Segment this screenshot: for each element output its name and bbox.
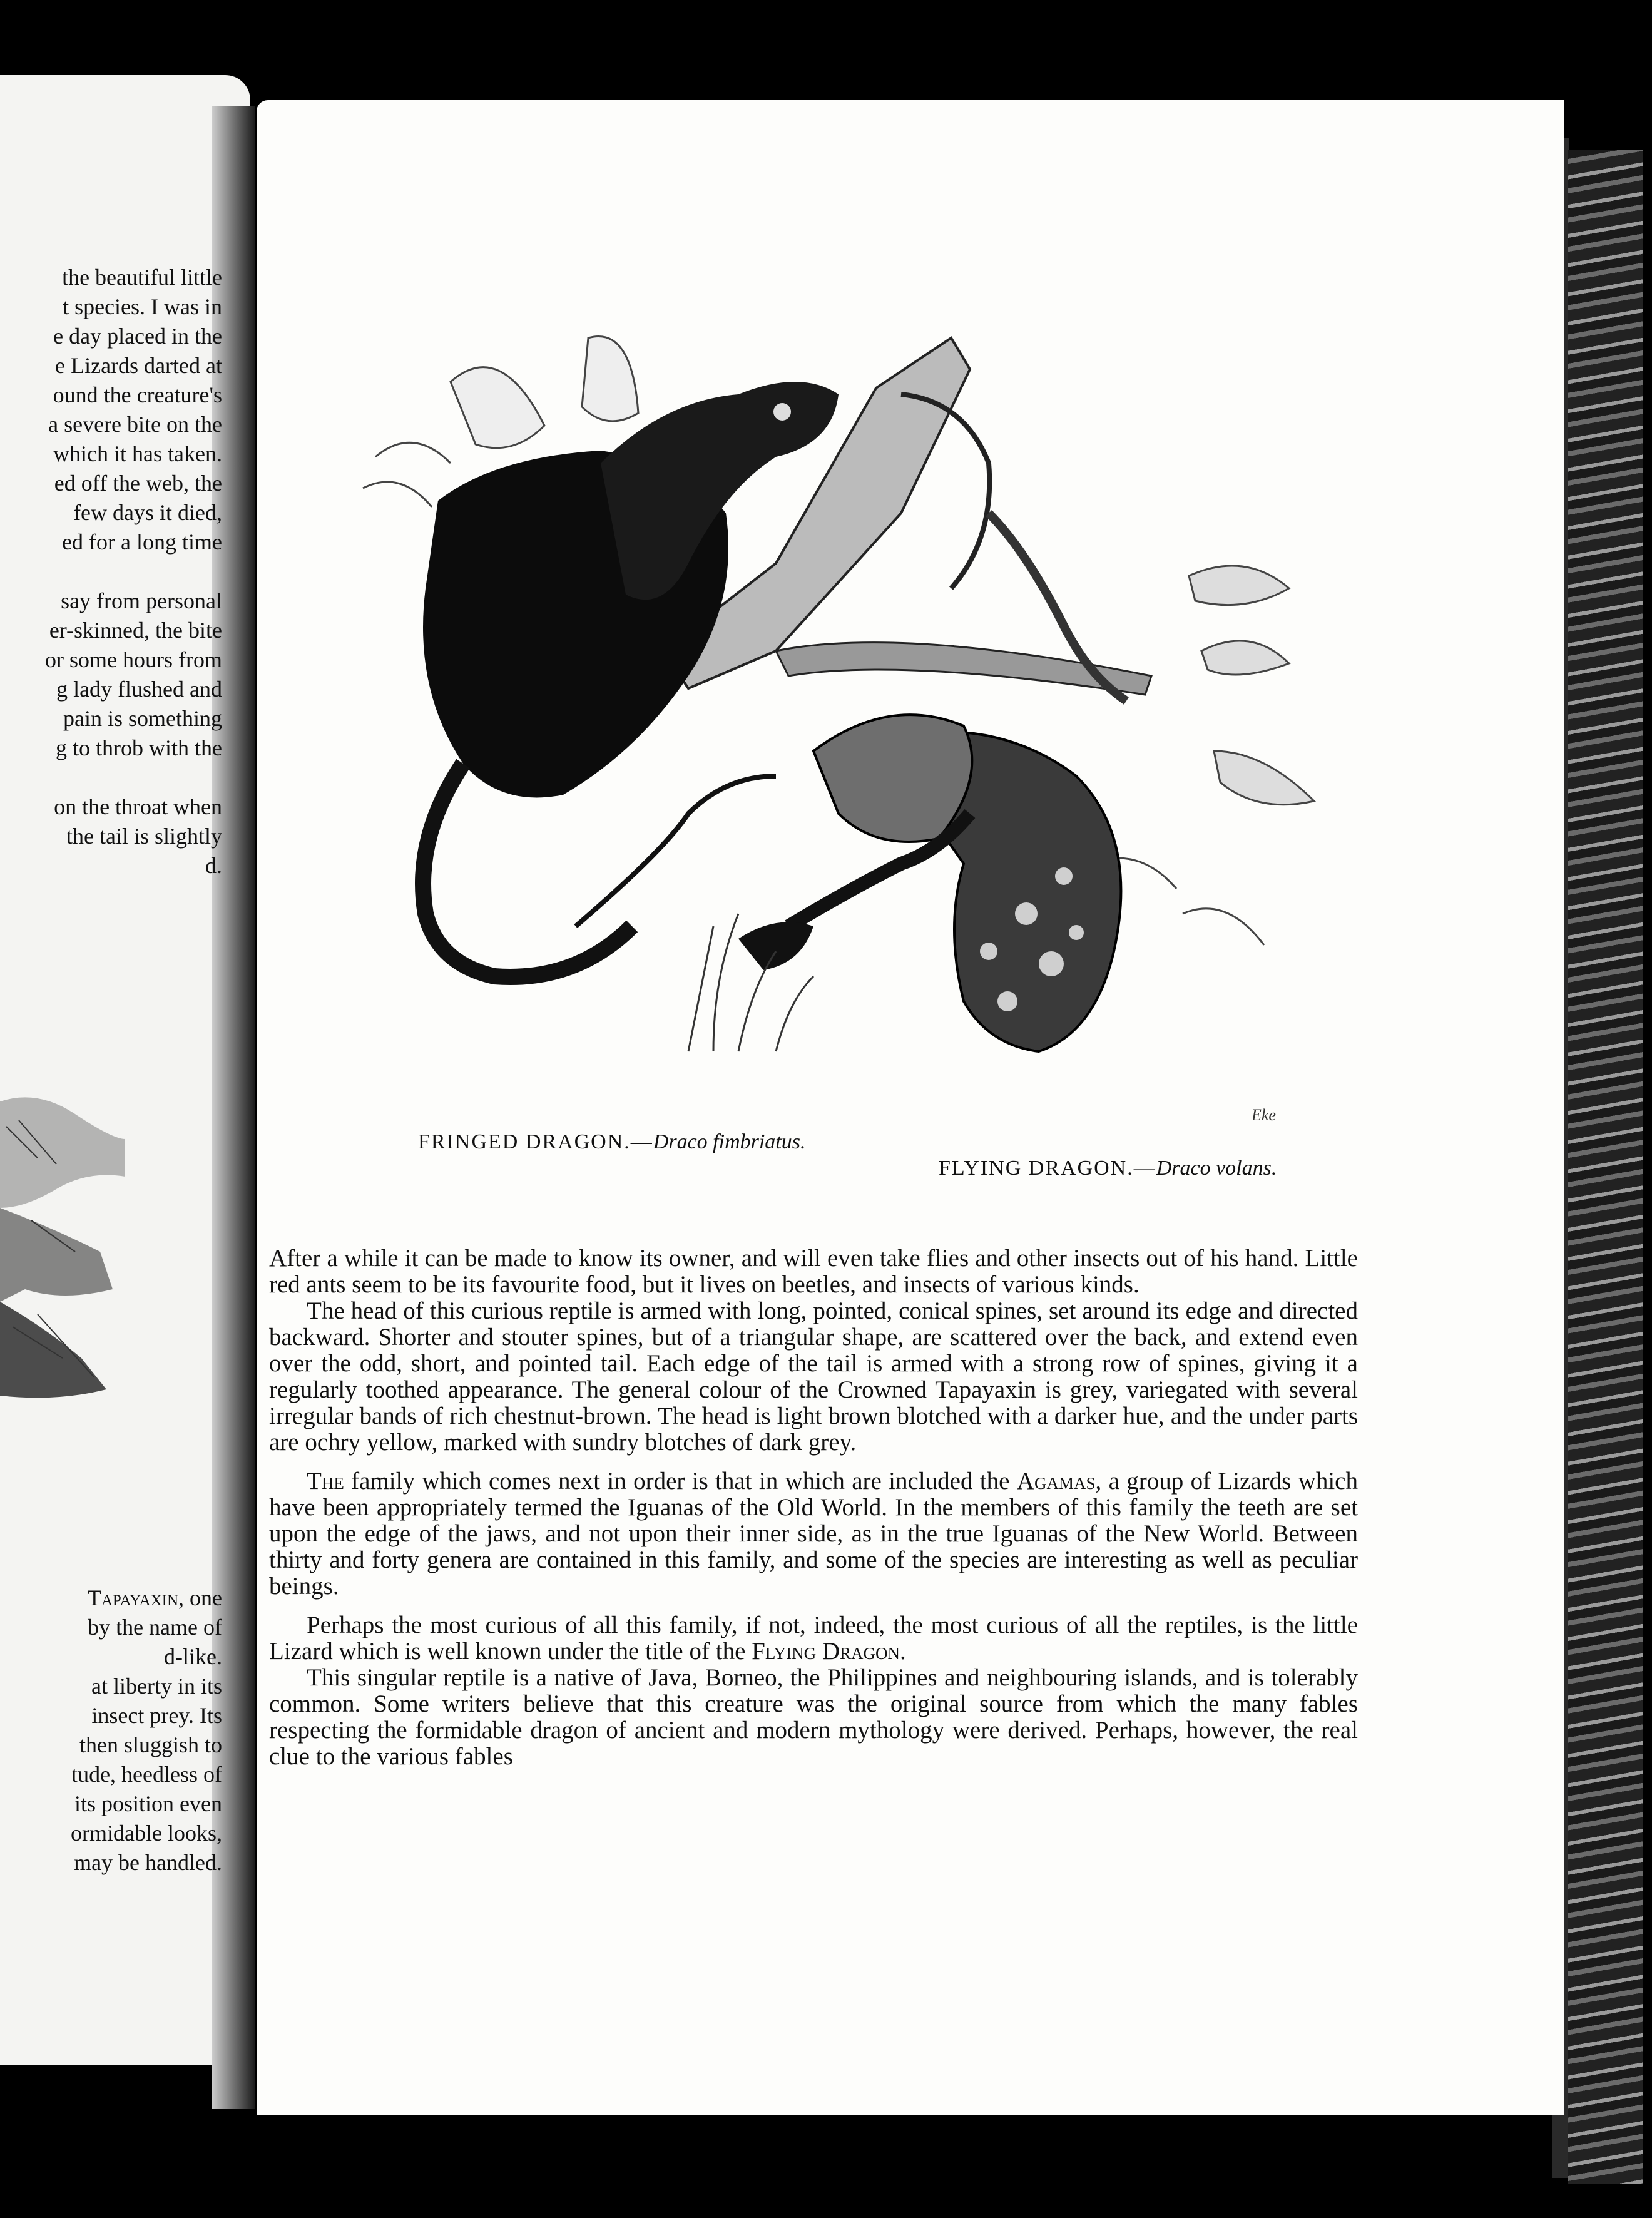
paragraph-5: This singular reptile is a native of Java, Borneo, the Philippines and neighbouring islands, and is tolerably common. Some writers believe that this creature was the original source from which the many fables respecting the formidable dragon of ancient and modern mythology were derived. Perhaps, however, the real clue to the various fables bbox=[269, 1664, 1358, 1770]
left-page-line: which it has taken. bbox=[53, 441, 222, 466]
left-page-line: e day placed in the bbox=[53, 324, 222, 349]
left-page-line: may be handled. bbox=[74, 1850, 222, 1875]
left-page-line: ed for a long time bbox=[62, 529, 222, 554]
left-page-line: the beautiful little bbox=[62, 265, 222, 290]
left-page-line: few days it died, bbox=[73, 500, 222, 525]
left-page-line: e Lizards darted at bbox=[55, 353, 222, 378]
paragraph-2: The head of this curious reptile is armed with long, pointed, conical spines, set around its edge and directed backward. Shorter and stouter spines, but of a triangular shape, are scattered over the back, and extend even over the odd, short, and pointed tail. Each edge of the tail is armed with a strong row of spines, giving it a regularly toothed appearance. The general colour of the Crowned Tapayaxin is grey, variegated with several irregular bands of rich chestnut-brown. The head is light brown blotched with a darker hue, and the under parts are ochry yellow, marked with sundry blotches of dark grey. bbox=[269, 1297, 1358, 1456]
dragon-illustration bbox=[338, 300, 1364, 1127]
paragraph-3: The family which comes next in order is that in which are included the Agamas, a group of Lizards which have been appropriately termed the Iguanas of the Old World. In the members of this family the teeth are set upon the edge of the jaws, and not upon their inner side, as in the true Iguanas of the New World. Between thirty and forty genera are contained in this family, and some of the species are interesting as well as peculiar beings. bbox=[269, 1468, 1358, 1600]
left-page-line: its position even bbox=[74, 1791, 222, 1816]
left-page-line: the tail is slightly bbox=[66, 824, 222, 849]
left-page-line: tude, heedless of bbox=[71, 1762, 222, 1787]
left-page-line: say from personal bbox=[61, 588, 222, 613]
caption-fringed-dragon: FRINGED DRAGON.—Draco fimbriatus. bbox=[418, 1130, 806, 1153]
left-page-line: d-like. bbox=[164, 1644, 222, 1669]
book-edge-marbled bbox=[1568, 150, 1643, 2184]
left-page-text-top bbox=[0, 263, 222, 881]
left-page-line: d. bbox=[205, 853, 222, 878]
left-page-line: insect prey. Its bbox=[91, 1703, 222, 1728]
left-page-illustration bbox=[0, 1064, 125, 1427]
left-page-line: or some hours from bbox=[45, 647, 222, 672]
left-page-line: on the throat when bbox=[54, 794, 222, 819]
caption-flying-dragon: FLYING DRAGON.—Draco volans. bbox=[939, 1157, 1277, 1180]
left-page-line bbox=[0, 557, 222, 586]
paragraph-1: After a while it can be made to know its owner, and will even take flies and other insects out of his hand. Little red ants seem to be its favourite food, but it lives on beetles, and insects of various kinds. bbox=[269, 1245, 1358, 1298]
left-page-line: a severe bite on the bbox=[48, 412, 222, 437]
body-text bbox=[269, 1245, 1358, 1770]
left-page-line: g to throb with the bbox=[56, 735, 222, 760]
left-page-line bbox=[0, 763, 222, 792]
engraver-signature: Eke bbox=[1252, 1106, 1276, 1124]
left-page-line: then sluggish to bbox=[79, 1732, 222, 1757]
flying-dragon-wing-upper bbox=[813, 715, 972, 842]
left-page-line: t species. I was in bbox=[63, 294, 222, 319]
left-page-line: pain is something bbox=[63, 706, 222, 731]
left-page-text-bottom: Tapayaxin, one by the name of d-like. at liberty in its insect prey. Its then sluggish to tude, heedless of its position even ormidable looks, may be handled. bbox=[0, 1583, 222, 1878]
fringed-dragon-eye bbox=[773, 403, 791, 421]
left-page-line: at liberty in its bbox=[91, 1674, 222, 1699]
left-page-line: ound the creature's bbox=[53, 382, 222, 407]
left-tapayaxin: Tapayaxin bbox=[87, 1585, 179, 1610]
left-page-line: ed off the web, the bbox=[54, 471, 222, 496]
left-page-line: ormidable looks, bbox=[71, 1821, 222, 1846]
flying-dragon-head bbox=[738, 922, 813, 970]
left-page-line: by the name of bbox=[88, 1615, 222, 1640]
left-page-line: g lady flushed and bbox=[56, 677, 222, 702]
left-page-line: er-skinned, the bite bbox=[49, 618, 222, 643]
paragraph-4: Perhaps the most curious of all this family, if not, indeed, the most curious of all the reptiles, is the little Lizard which is well known under the title of the Flying Dragon. bbox=[269, 1612, 1358, 1665]
